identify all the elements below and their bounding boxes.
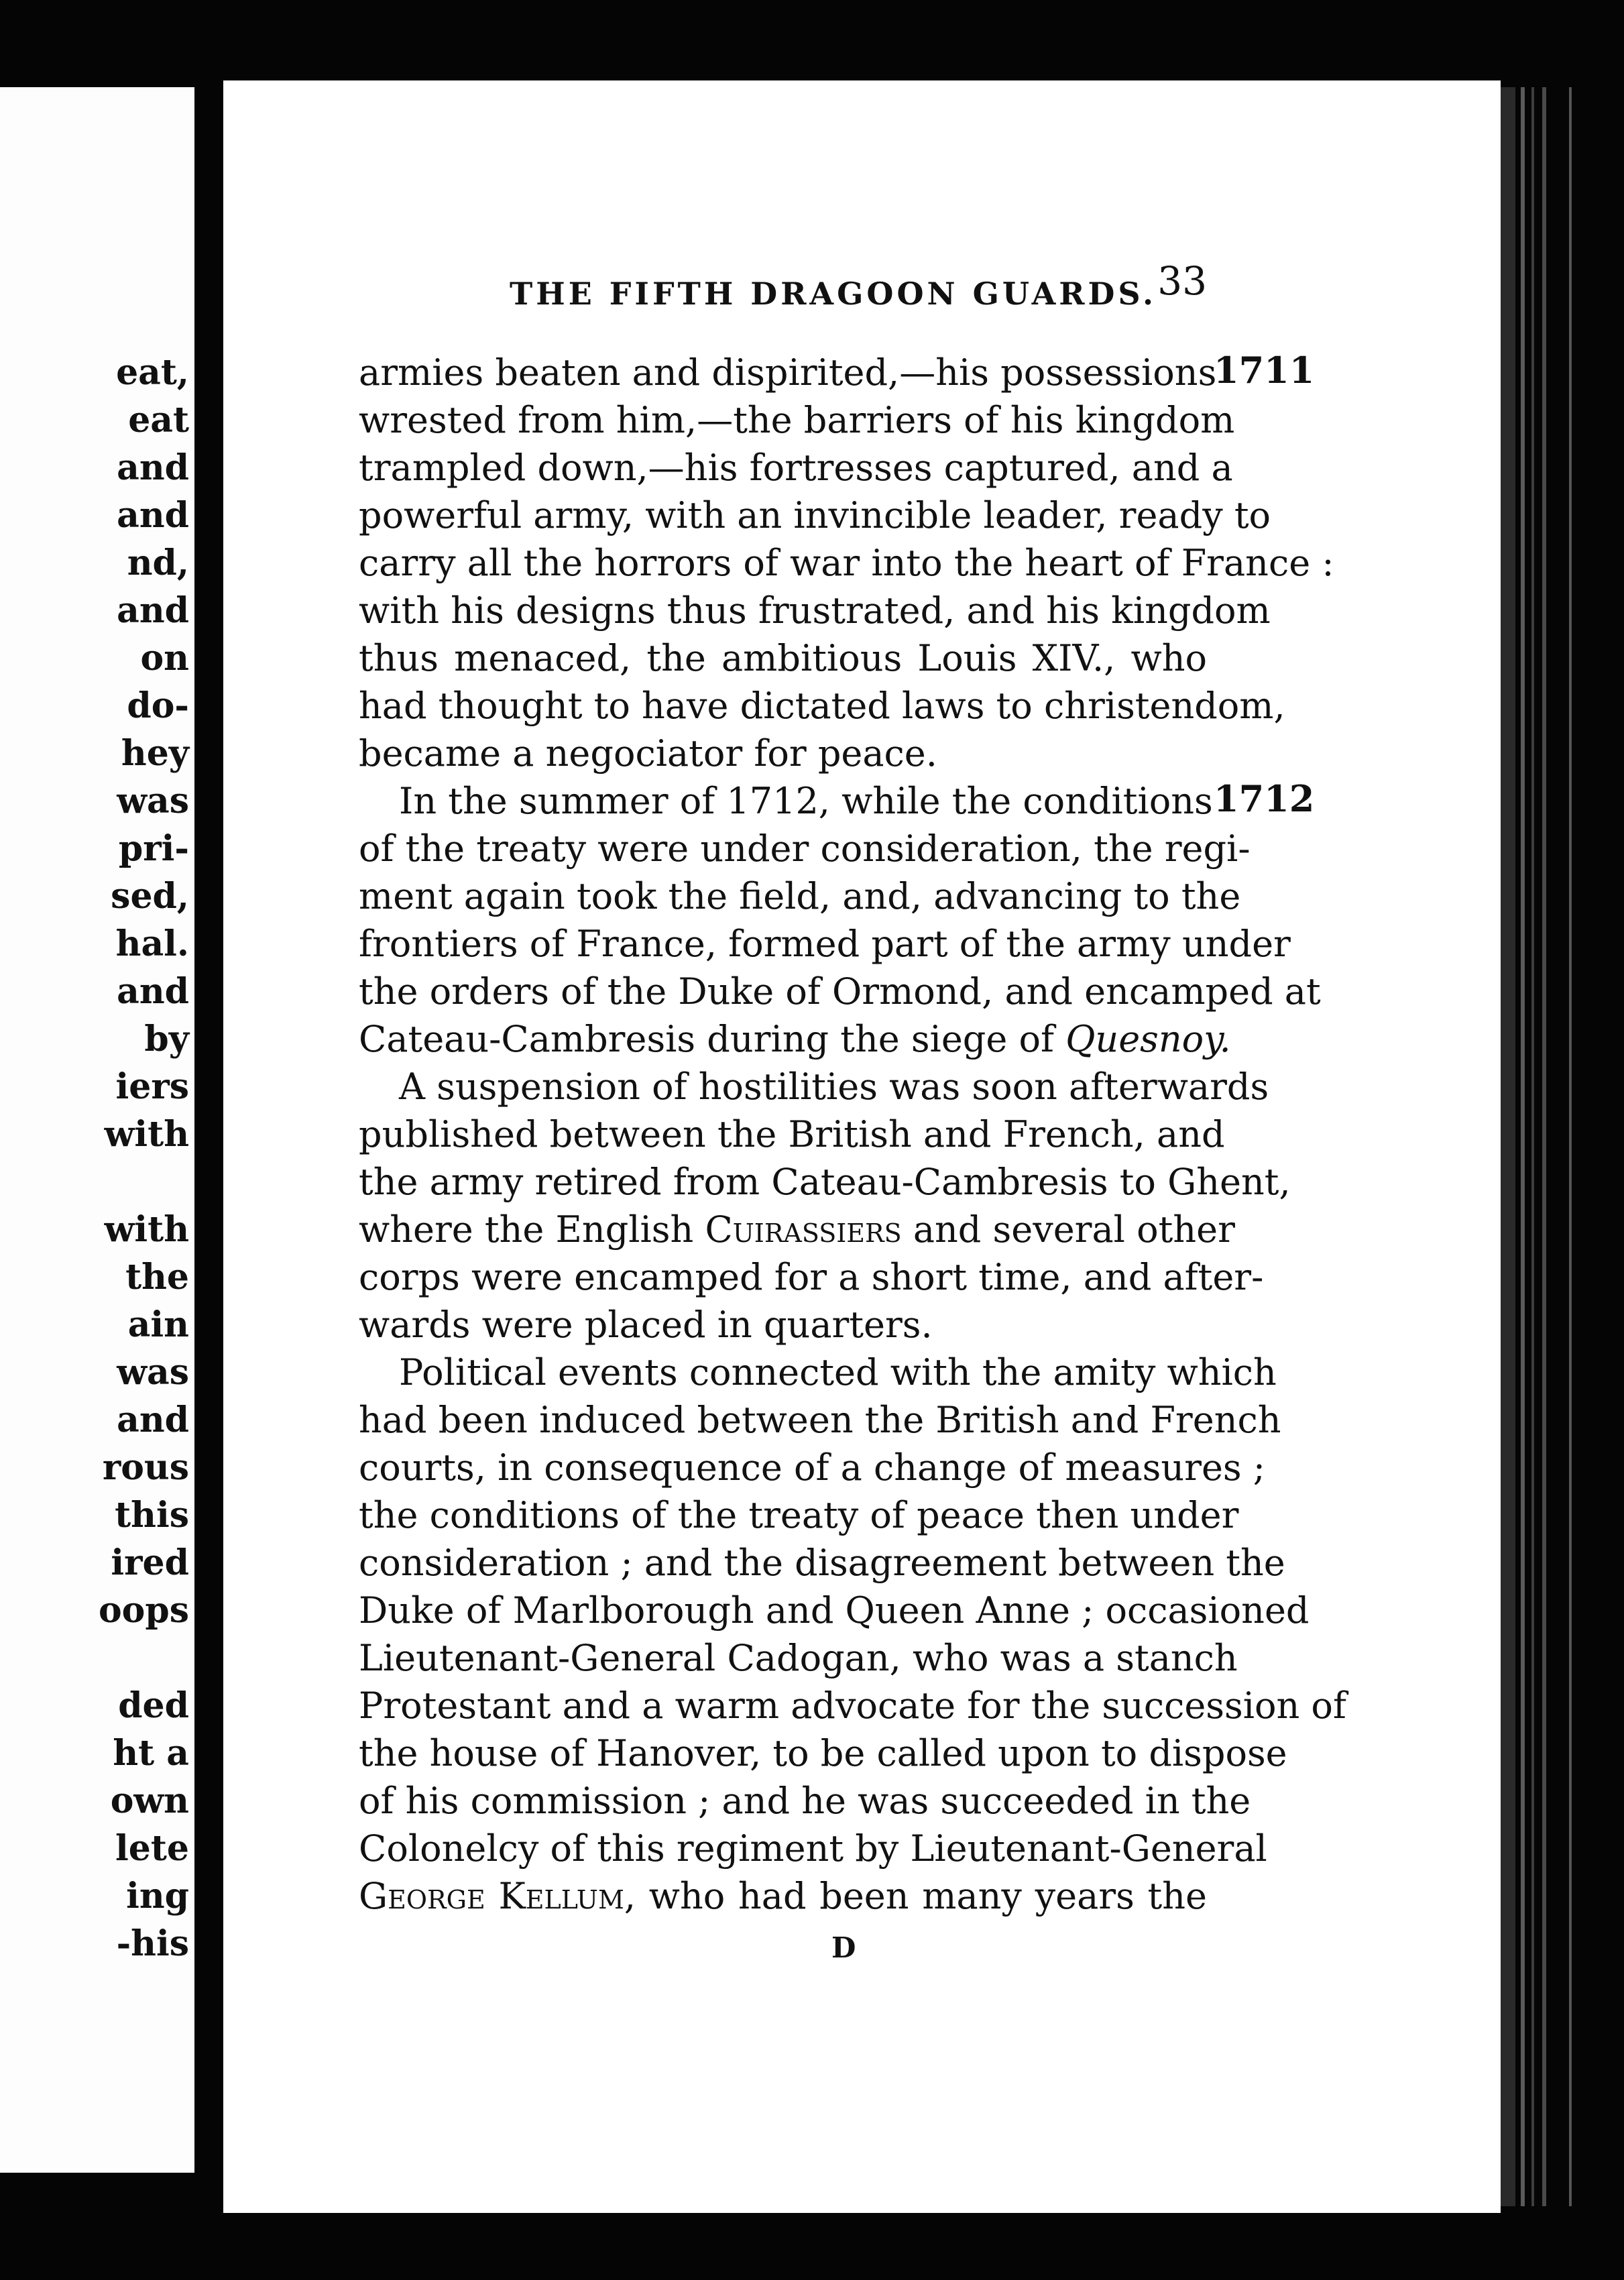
text-line: consideration ; and the disagreement between the: [359, 1542, 1285, 1584]
left-fragment: rous: [102, 1447, 189, 1488]
left-fragment: this: [115, 1495, 189, 1536]
left-fragment: eat,: [116, 352, 189, 393]
left-fragment: and: [117, 1400, 189, 1440]
page-edge: [1542, 87, 1546, 2206]
text-line: of his commission ; and he was succeeded in the: [359, 1780, 1251, 1822]
left-fragment: and: [117, 447, 189, 488]
text-line: corps were encamped for a short time, and after-: [359, 1256, 1264, 1298]
left-fragment: on: [140, 638, 189, 679]
page-edge: [1531, 87, 1534, 2206]
running-title: THE FIFTH DRAGOON GUARDS.: [510, 276, 1157, 312]
signature-mark: D: [831, 1931, 856, 1964]
text-line: carry all the horrors of war into the heart of France :: [359, 542, 1334, 584]
text-span: Cateau-Cambresis during the siege of: [359, 1018, 1066, 1060]
text-line: Political events connected with the amity which: [399, 1351, 1277, 1393]
text-line: [359, 1206, 1235, 1253]
text-span: who had been many years the: [636, 1875, 1207, 1917]
left-fragment: nd,: [127, 543, 189, 583]
left-fragment: and: [117, 590, 189, 631]
text-line: frontiers of France, formed part of the army under: [359, 923, 1291, 965]
text-line: the orders of the Duke of Ormond, and encamped at: [359, 970, 1321, 1013]
text-line: armies beaten and dispirited,—his possessions: [359, 351, 1217, 394]
page-edge: [1569, 87, 1572, 2206]
left-fragment: own: [110, 1780, 189, 1821]
left-fragment: lete: [115, 1828, 189, 1869]
text-line: [359, 1872, 1207, 1920]
text-line: In the summer of 1712, while the conditions: [399, 780, 1213, 822]
text-line: wards were placed in quarters.: [359, 1304, 933, 1346]
left-fragment: ht a: [113, 1733, 189, 1774]
italic-place-name: Quesnoy.: [1065, 1018, 1231, 1060]
left-fragment: ired: [111, 1542, 189, 1583]
text-span: where the English: [359, 1208, 705, 1251]
text-line: the conditions of the treaty of peace then under: [359, 1494, 1239, 1536]
text-line: with his designs thus frustrated, and his kingdom: [359, 589, 1271, 632]
text-line: thus menaced, the ambitious Louis XIV., who: [359, 637, 1207, 679]
left-fragment: iers: [115, 1066, 189, 1107]
left-fragment: ing: [126, 1876, 189, 1917]
left-fragment: ded: [118, 1685, 189, 1726]
smallcaps-name: George Kellum,: [359, 1875, 636, 1917]
left-fragment: ain: [127, 1304, 189, 1345]
left-fragment: with: [104, 1114, 189, 1155]
left-fragment: with: [104, 1209, 189, 1250]
left-fragment: eat: [128, 400, 189, 441]
text-line: Colonelcy of this regiment by Lieutenant-General: [359, 1827, 1267, 1870]
margin-year: 1712: [1214, 777, 1315, 820]
left-fragment: hal.: [115, 923, 189, 964]
text-line: ment again took the field, and, advancing to the: [359, 875, 1241, 917]
left-fragment-gap: [99, 1158, 189, 1206]
text-line: became a negociator for peace.: [359, 732, 937, 775]
left-page-fragments: [99, 349, 189, 1968]
left-fragment-gap: [99, 1634, 189, 1682]
left-fragment: pri-: [118, 828, 189, 869]
text-line: trampled down,—his fortresses captured, and a: [359, 447, 1233, 489]
smallcaps-regiment: Cuirassiers: [705, 1208, 902, 1251]
left-fragment: hey: [121, 733, 189, 774]
page-number: 33: [1157, 258, 1207, 304]
text-line: had thought to have dictated laws to christendom,: [359, 685, 1285, 727]
text-line: had been induced between the British and French: [359, 1399, 1281, 1441]
left-fragment: -his: [116, 1923, 189, 1964]
text-line: A suspension of hostilities was soon afterwards: [399, 1066, 1269, 1108]
text-line: Lieutenant-General Cadogan, who was a stanch: [359, 1637, 1238, 1679]
text-line: Duke of Marlborough and Queen Anne ; occasioned: [359, 1589, 1310, 1632]
text-line: the house of Hanover, to be called upon to dispose: [359, 1732, 1287, 1774]
running-header: [510, 258, 1207, 319]
text-span: and several other: [901, 1208, 1235, 1251]
left-fragment: oops: [98, 1590, 189, 1631]
text-line: [359, 1015, 1231, 1063]
left-fragment: was: [117, 1352, 189, 1393]
page-edge: [1501, 87, 1515, 2206]
margin-year: 1711: [1214, 349, 1315, 392]
text-line: courts, in consequence of a change of measures ;: [359, 1446, 1266, 1489]
left-fragment: and: [117, 495, 189, 536]
left-fragment: by: [144, 1019, 189, 1060]
left-fragment: sed,: [111, 876, 189, 917]
left-fragment: the: [125, 1257, 189, 1298]
text-line: of the treaty were under consideration, the regi-: [359, 828, 1251, 870]
text-line: wrested from him,—the barriers of his kingdom: [359, 399, 1235, 441]
page-edge: [1521, 87, 1525, 2206]
left-page: [0, 87, 194, 2173]
left-fragment: and: [117, 971, 189, 1012]
text-line: published between the British and French, and: [359, 1113, 1225, 1155]
text-line: Protestant and a warm advocate for the succession of: [359, 1685, 1346, 1727]
text-line: the army retired from Cateau-Cambresis to Ghent,: [359, 1161, 1291, 1203]
left-fragment: was: [117, 781, 189, 821]
text-line: powerful army, with an invincible leader, ready to: [359, 494, 1271, 536]
left-fragment: do-: [127, 685, 189, 726]
